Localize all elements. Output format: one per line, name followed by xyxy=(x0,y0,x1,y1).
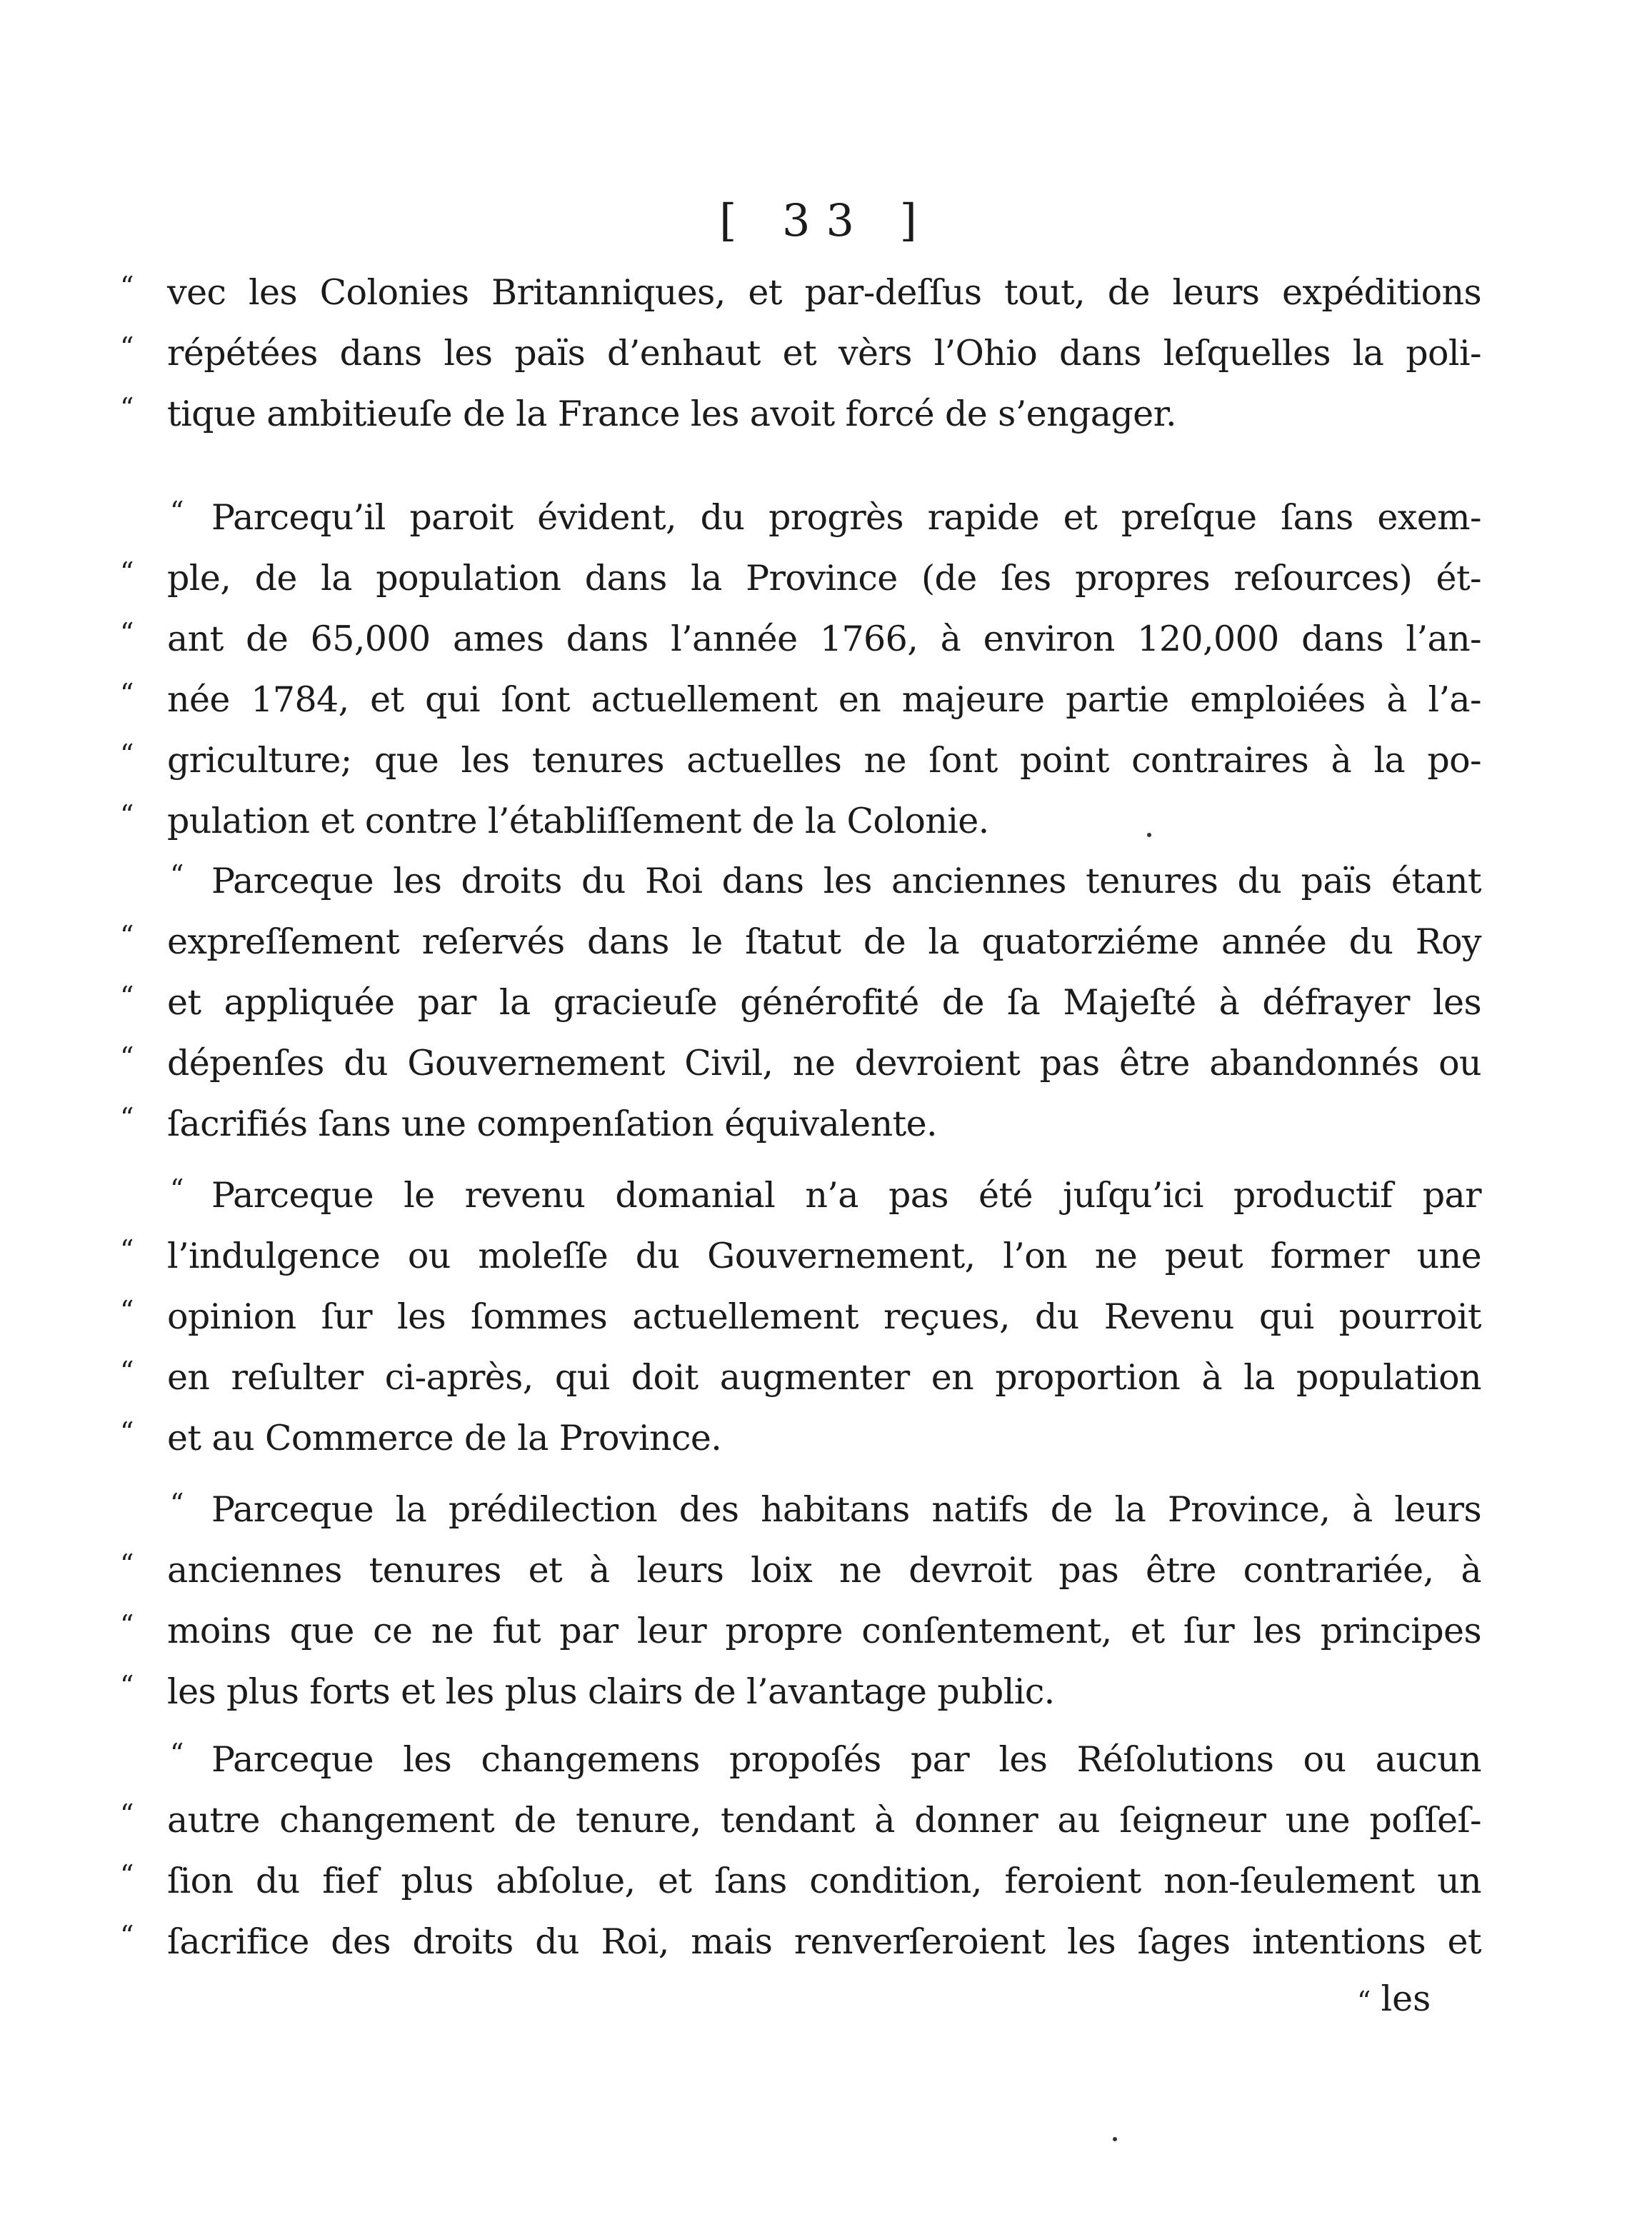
text-line xyxy=(0,1539,1652,1602)
line-text: Parceque les changemens propoſés par les Réſolutions ou aucun xyxy=(211,1739,1481,1780)
text-line xyxy=(0,608,1652,671)
text-line xyxy=(0,383,1652,446)
text-line xyxy=(0,547,1652,610)
margin-quote-mark: “ xyxy=(120,1102,134,1133)
line-text: ſion du fief plus abſolue, et ſans condition, feroient non-ſeulement un xyxy=(167,1861,1481,1901)
line-text: opinion ſur les ſommes actuellement reçues, du Revenu qui pourroit xyxy=(167,1296,1481,1337)
line-text: née 1784, et qui ſont actuellement en majeure partie emploiées à l’a- xyxy=(167,679,1481,720)
line-text: ſacrifice des droits du Roi, mais renverſeroient les ſages intentions et xyxy=(167,1921,1481,1962)
text-line xyxy=(0,486,1652,549)
margin-quote-mark: “ xyxy=(120,1356,134,1387)
margin-quote-mark: “ xyxy=(120,1920,134,1951)
text-line xyxy=(0,1346,1652,1409)
line-text: autre changement de tenure, tendant à donner au ſeigneur une poſſeſ- xyxy=(167,1800,1481,1841)
text-line xyxy=(0,1407,1652,1470)
text-line xyxy=(0,911,1652,974)
margin-quote-mark: “ xyxy=(120,1670,134,1701)
text-line xyxy=(0,1600,1652,1663)
text-line xyxy=(0,1478,1652,1541)
line-text: les plus forts et les plus clairs de l’avantage public. xyxy=(167,1671,1055,1712)
text-line xyxy=(0,971,1652,1034)
margin-quote-mark: “ xyxy=(120,392,134,424)
margin-quote-mark: “ xyxy=(120,1798,134,1830)
margin-quote-mark: “ xyxy=(120,1548,134,1580)
margin-quote-mark: “ xyxy=(120,981,134,1012)
text-line xyxy=(0,790,1652,853)
text-line xyxy=(0,729,1652,792)
line-text: pulation et contre l’établiſſement de la Colonie. xyxy=(167,801,989,841)
margin-quote-mark: “ xyxy=(120,556,134,588)
text-line xyxy=(0,1789,1652,1852)
margin-quote-mark: “ xyxy=(120,1416,134,1448)
line-text: tique ambitieuſe de la France les avoit forcé de s’engager. xyxy=(167,394,1176,434)
line-text: griculture; que les tenures actuelles ne ſont point contraires à la po- xyxy=(167,740,1481,781)
opening-quote-mark: “ xyxy=(170,1738,184,1769)
ink-speck xyxy=(1147,833,1151,837)
margin-quote-mark: “ xyxy=(120,1234,134,1266)
line-text: répétées dans les païs d’enhaut et vèrs l’Ohio dans leſquelles la poli- xyxy=(167,333,1481,374)
margin-quote-mark: “ xyxy=(120,739,134,770)
line-text: l’indulgence ou moleſſe du Gouvernement, l’on ne peut former une xyxy=(167,1236,1481,1276)
opening-quote-mark: “ xyxy=(170,1173,184,1205)
line-text: dépenſes du Gouvernement Civil, ne devroient pas être abandonnés ou xyxy=(167,1043,1481,1084)
page-number: [ 33 ] xyxy=(719,194,933,246)
line-text: ſacrifiés ſans une compenſation équivalente. xyxy=(167,1104,937,1144)
margin-quote-mark: “ xyxy=(120,1609,134,1641)
text-line xyxy=(0,1225,1652,1288)
opening-quote-mark: “ xyxy=(170,859,184,891)
line-text: vec les Colonies Britanniques, et par-deſſus tout, de leurs expéditions xyxy=(167,272,1481,313)
margin-quote-mark: “ xyxy=(120,1295,134,1326)
margin-quote-mark: “ xyxy=(120,331,134,363)
line-text: Parceque la prédilection des habitans natifs de la Province, à leurs xyxy=(211,1489,1481,1530)
line-text: et au Commerce de la Province. xyxy=(167,1418,722,1458)
line-text: anciennes tenures et à leurs loix ne devroit pas être contrariée, à xyxy=(167,1550,1481,1591)
text-line xyxy=(0,322,1652,385)
margin-quote-mark: “ xyxy=(120,799,134,831)
line-text: Parceque les droits du Roi dans les anciennes tenures du païs étant xyxy=(211,861,1481,901)
text-line xyxy=(0,1093,1652,1156)
text-line xyxy=(0,261,1652,324)
margin-quote-mark: “ xyxy=(120,617,134,649)
text-line xyxy=(0,1164,1652,1227)
text-line xyxy=(0,1032,1652,1095)
margin-quote-mark: “ xyxy=(120,1859,134,1891)
line-text: ant de 65,000 ames dans l’année 1766, à environ 120,000 dans l’an- xyxy=(167,619,1481,659)
line-text: moins que ce ne fut par leur propre conſentement, et ſur les principes xyxy=(167,1611,1481,1651)
catchword-quote-mark: “ xyxy=(1357,1986,1371,2017)
text-line xyxy=(0,1286,1652,1348)
catchword xyxy=(1357,1968,1478,2031)
text-line xyxy=(0,1911,1652,1973)
line-text: Parcequ’il paroit évident, du progrès rapide et preſque ſans exem- xyxy=(211,497,1481,538)
line-text: Parceque le revenu domanial n’a pas été juſqu’ici productif par xyxy=(211,1175,1481,1216)
line-text: ple, de la population dans la Province (de ſes propres reſources) ét- xyxy=(167,558,1481,599)
line-text: expreſſement reſervés dans le ſtatut de la quatorziéme année du Roy xyxy=(167,921,1481,962)
ink-speck xyxy=(1113,2137,1117,2141)
margin-quote-mark: “ xyxy=(120,271,134,302)
opening-quote-mark: “ xyxy=(170,1488,184,1519)
margin-quote-mark: “ xyxy=(120,920,134,951)
margin-quote-mark: “ xyxy=(120,1041,134,1073)
line-text: et appliquée par la gracieuſe générofité de ſa Majeſté à défrayer les xyxy=(167,982,1481,1023)
text-line xyxy=(0,669,1652,731)
opening-quote-mark: “ xyxy=(170,496,184,527)
margin-quote-mark: “ xyxy=(120,678,134,709)
text-line xyxy=(0,1661,1652,1723)
text-line xyxy=(0,850,1652,913)
text-line xyxy=(0,1850,1652,1913)
line-text: en reſulter ci-après, qui doit augmenter en proportion à la population xyxy=(167,1357,1481,1398)
catchword-text: les xyxy=(1381,1978,1431,2019)
text-line xyxy=(0,1728,1652,1791)
